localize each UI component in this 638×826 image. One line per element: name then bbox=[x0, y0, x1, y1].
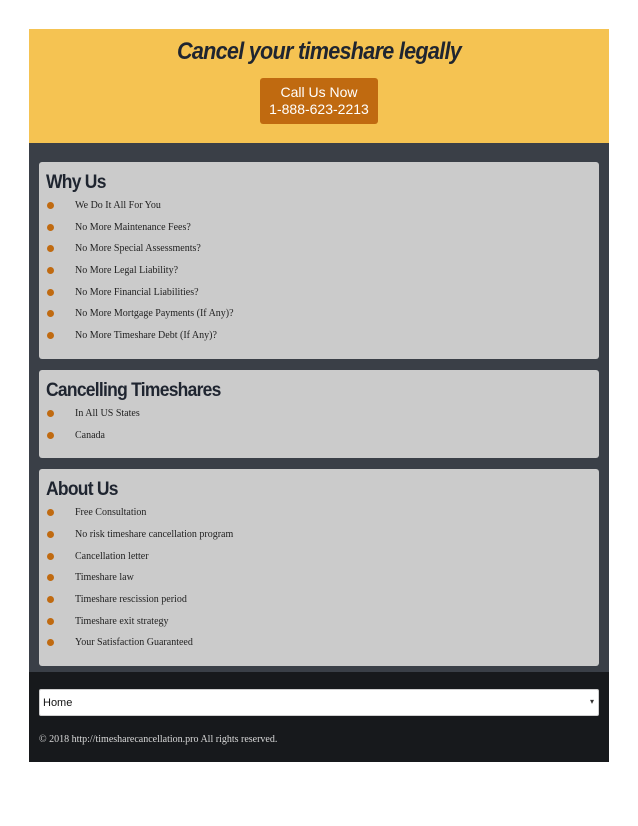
list-item-text: No risk timeshare cancellation program bbox=[75, 528, 234, 540]
call-us-label: Call Us Now bbox=[280, 84, 358, 100]
list-item-text: Timeshare exit strategy bbox=[75, 615, 169, 627]
site-footer bbox=[29, 672, 609, 762]
list-item-text: No More Mortgage Payments (If Any)? bbox=[75, 308, 234, 320]
section-title-why-us: Why Us bbox=[46, 172, 106, 193]
list-item-text: No More Legal Liability? bbox=[75, 265, 179, 277]
list-item bbox=[46, 569, 593, 591]
list-item-text: Free Consultation bbox=[75, 507, 147, 519]
list-item-text: We Do It All For You bbox=[75, 200, 161, 211]
bullet-icon bbox=[47, 245, 54, 252]
about-list bbox=[46, 504, 593, 656]
list-item bbox=[46, 327, 593, 349]
bullet-icon bbox=[47, 618, 54, 625]
list-item-text: No More Financial Liabilities? bbox=[75, 286, 199, 298]
list-item bbox=[46, 591, 593, 613]
bullet-icon bbox=[47, 410, 54, 417]
bullet-icon bbox=[47, 509, 54, 516]
bullet-icon bbox=[47, 531, 54, 538]
list-item bbox=[46, 219, 593, 241]
list-item-text: Cancellation letter bbox=[75, 550, 149, 562]
list-item bbox=[46, 197, 593, 219]
bullet-icon bbox=[47, 202, 54, 209]
list-item-text: No More Special Assessments? bbox=[75, 243, 201, 255]
list-item bbox=[46, 548, 593, 570]
list-item bbox=[46, 613, 593, 635]
list-item-text: No More Maintenance Fees? bbox=[75, 221, 191, 233]
bullet-icon bbox=[47, 224, 54, 231]
list-item bbox=[46, 526, 593, 548]
list-item bbox=[46, 405, 593, 427]
list-item-text: Timeshare rescission period bbox=[75, 593, 187, 605]
bullet-icon bbox=[47, 332, 54, 339]
main-content bbox=[29, 143, 609, 666]
list-item bbox=[46, 284, 593, 306]
chevron-down-icon: ▾ bbox=[589, 697, 594, 706]
list-item-text: In All US States bbox=[75, 407, 140, 419]
list-item bbox=[46, 504, 593, 526]
page-container bbox=[29, 29, 609, 762]
list-item bbox=[46, 262, 593, 284]
bullet-icon bbox=[47, 267, 54, 274]
list-item bbox=[46, 240, 593, 262]
why-us-list bbox=[46, 197, 593, 349]
bullet-icon bbox=[47, 639, 54, 646]
bullet-icon bbox=[47, 432, 54, 439]
list-item bbox=[46, 305, 593, 327]
list-item bbox=[46, 634, 593, 656]
bullet-icon bbox=[47, 596, 54, 603]
list-item bbox=[46, 427, 593, 449]
bullet-icon bbox=[47, 553, 54, 560]
section-title-cancelling: Cancelling Timeshares bbox=[46, 379, 221, 401]
nav-select[interactable] bbox=[39, 689, 599, 716]
about-us-panel bbox=[39, 469, 599, 666]
bullet-icon bbox=[47, 289, 54, 296]
copyright-text: © 2018 http://timesharecancellation.pro All rights reserved. bbox=[39, 734, 278, 745]
list-item-text: Canada bbox=[75, 429, 105, 441]
list-item-text: Timeshare law bbox=[75, 572, 134, 584]
nav-select-value: Home bbox=[43, 697, 73, 709]
why-us-panel bbox=[39, 162, 599, 359]
cancelling-list bbox=[46, 405, 593, 448]
list-item-text: No More Timeshare Debt (If Any)? bbox=[75, 330, 217, 342]
call-us-button[interactable] bbox=[260, 78, 378, 124]
bullet-icon bbox=[47, 310, 54, 317]
site-title: Cancel your timeshare legally bbox=[176, 38, 462, 65]
bullet-icon bbox=[47, 574, 54, 581]
section-title-about: About Us bbox=[46, 479, 118, 501]
phone-number: 1-888-623-2213 bbox=[269, 101, 369, 117]
list-item-text: Your Satisfaction Guaranteed bbox=[75, 637, 193, 649]
site-header bbox=[29, 29, 609, 143]
cancelling-timeshares-panel bbox=[39, 370, 599, 458]
